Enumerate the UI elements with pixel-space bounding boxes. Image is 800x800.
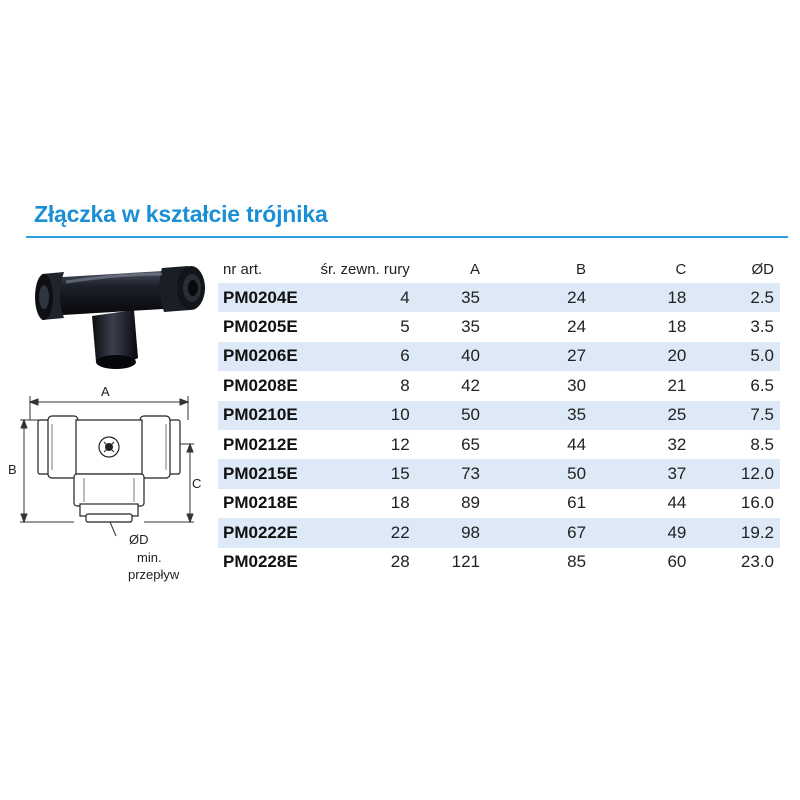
header-c: C: [675, 260, 687, 278]
cell-art: PM0215E: [218, 459, 312, 488]
cell-a: 35: [461, 317, 480, 337]
specs-table: [218, 255, 780, 577]
cell-a: 121: [451, 552, 480, 572]
cell-b: 67: [480, 518, 586, 547]
dimension-c-label: C: [192, 476, 202, 491]
cell-c: 32: [667, 434, 687, 454]
cell-a: 65: [461, 434, 480, 454]
header-art: nr art.: [223, 260, 263, 278]
cell-b: 61: [567, 493, 587, 513]
cell-d: 3.5: [750, 317, 774, 337]
cell-d: 8.5: [750, 434, 774, 454]
cell-d: 23.0: [740, 552, 774, 572]
cell-c: 21: [667, 375, 687, 395]
cell-d: 7.5: [686, 401, 780, 430]
cell-art: PM0218E: [223, 493, 298, 513]
cell-dia: 28: [390, 552, 410, 572]
cell-a: 50: [414, 401, 480, 430]
cell-a: 40: [414, 342, 480, 371]
cell-c: 18: [586, 283, 686, 312]
header-a: A: [469, 260, 480, 278]
cell-b: 44: [567, 434, 587, 454]
cell-art: PM0222E: [218, 518, 312, 547]
cell-art: PM0208E: [223, 375, 298, 395]
title-divider: [26, 236, 788, 238]
cell-b: 24: [567, 317, 587, 337]
cell-d: 6.5: [750, 375, 774, 395]
dimension-d-label: ØD: [129, 532, 149, 547]
cell-c: 49: [586, 518, 686, 547]
header-b: B: [576, 260, 587, 278]
cell-dia: 12: [390, 434, 410, 454]
dimension-b-label: B: [8, 462, 17, 477]
cell-dia: 18: [390, 493, 410, 513]
cell-b: 24: [480, 283, 586, 312]
cell-d: 16.0: [740, 493, 774, 513]
table-row: [218, 283, 780, 312]
cell-art: PM0206E: [218, 342, 312, 371]
cell-c: 60: [667, 552, 687, 572]
table-row: [218, 489, 780, 518]
header-d: ØD: [751, 260, 774, 278]
header-dia: śr. zewn. rury: [320, 260, 410, 278]
cell-b: 30: [567, 375, 587, 395]
cell-b: 85: [567, 552, 587, 572]
cell-art: PM0204E: [218, 283, 312, 312]
cell-dia: 5: [400, 317, 410, 337]
cell-a: 42: [461, 375, 480, 395]
cell-c: 37: [586, 459, 686, 488]
cell-d: 19.2: [686, 518, 780, 547]
cell-dia: 10: [312, 401, 413, 430]
table-row: [218, 548, 780, 577]
cell-b: 27: [480, 342, 586, 371]
cell-d: 2.5: [686, 283, 780, 312]
cell-d: 12.0: [686, 459, 780, 488]
page-title: Złączka w kształcie trójnika: [34, 201, 328, 227]
dimension-a-label: A: [101, 384, 110, 399]
cell-art: PM0212E: [223, 434, 298, 454]
cell-dia: 8: [400, 375, 410, 395]
cell-c: 18: [667, 317, 687, 337]
cell-art: PM0210E: [218, 401, 312, 430]
cell-b: 35: [480, 401, 586, 430]
cell-a: 35: [414, 283, 480, 312]
table-row: [218, 342, 780, 371]
cell-c: 25: [586, 401, 686, 430]
cell-c: 20: [586, 342, 686, 371]
tee-fitting-photo: [30, 258, 220, 378]
table-row: [218, 312, 780, 341]
cell-dia: 4: [312, 283, 413, 312]
cell-a: 89: [461, 493, 480, 513]
cell-dia: 15: [312, 459, 413, 488]
cell-dia: 22: [312, 518, 413, 547]
cell-a: 98: [414, 518, 480, 547]
min-flow-label: min.: [137, 550, 162, 565]
table-row: [218, 371, 780, 400]
table-header-row: [218, 255, 780, 283]
table-row: [218, 401, 780, 430]
cell-c: 44: [667, 493, 687, 513]
table-row: [218, 518, 780, 547]
flow-label: przepływ: [128, 567, 180, 582]
cell-a: 73: [414, 459, 480, 488]
cell-art: PM0228E: [223, 552, 298, 572]
table-row: [218, 459, 780, 488]
cell-dia: 6: [312, 342, 413, 371]
cell-d: 5.0: [686, 342, 780, 371]
cell-art: PM0205E: [223, 317, 298, 337]
dimension-drawing: [4, 380, 220, 590]
table-row: [218, 430, 780, 459]
cell-b: 50: [480, 459, 586, 488]
